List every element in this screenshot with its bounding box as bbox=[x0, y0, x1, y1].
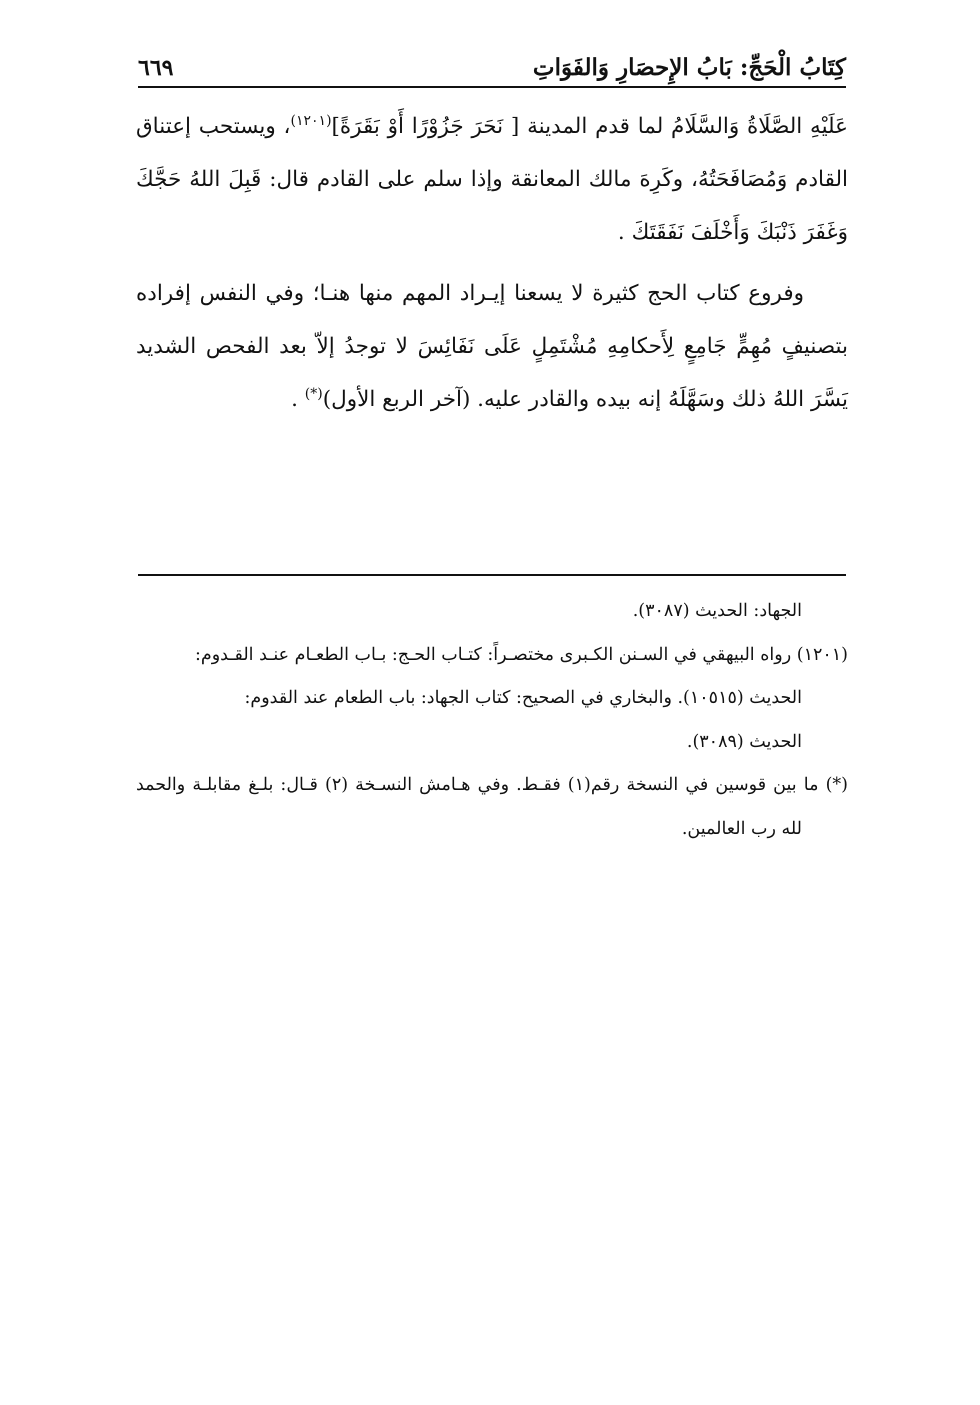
footnote-1201-line-3: الحديث (٣٠٨٩). bbox=[686, 731, 802, 752]
paragraph-1-text-a: عَلَيْهِ الصَّلَاةُ وَالسَّلَامُ لما قدم المدينة [ نَحَرَ جَزُوْرًا أَوْ بَقَرَةً] bbox=[331, 114, 848, 139]
footnote-1201-line-2: الحديث (١٠٥١٥). والبخاري في الصحيح: كتاب الجهاد: باب الطعام عند القدوم: bbox=[244, 688, 802, 708]
footnote-reference-star: (*) bbox=[304, 385, 323, 402]
footnotes bbox=[136, 590, 848, 851]
main-text bbox=[136, 100, 848, 426]
paragraph-2-text-a: وفروع كتاب الحج كثيرة لا يسعنا إيـراد المهم منها هنـا؛ وفي النفس إفراده بتصنيفٍ مُهِمٍّ جَامِعٍ لِأَحكامِهِ مُشْتَمِلٍ عَلَى نَفَائِسَ لا توجدُ إلاّ بعد الفحص الشديد يَسَّرَ اللهُ ذلك وسَهَّلَهُ إنه بيده والقادر عليه. (آخر الربع الأول) bbox=[136, 281, 848, 412]
footnote-divider bbox=[138, 574, 846, 576]
paragraph-2 bbox=[136, 267, 848, 426]
footnote-continuation: الجهاد: الحديث (٣٠٨٧). bbox=[632, 601, 802, 621]
footnote-1201-line-1: (١٢٠١) رواه البيهقي في السـنن الكـبرى مختصـراً: كتـاب الحـج: بـاب الطعـام عنـد القـدوم: bbox=[194, 644, 848, 665]
chapter-title: كِتَابُ الْحَجِّ: بَابُ الإِحصَارِ وَالفَوَاتِ bbox=[532, 54, 846, 81]
paragraph-1-text-b: ، ويستحب إعتناق القادم وَمُصَافَحَتُهُ، وكَرِهَ مالك المعانقة وإذا سلم على القادم قال: قَبِلَ اللهُ حَجَّكَ وَغَفَرَ ذَنْبَكَ وَأَخْلَفَ نَفَقَتَكَ . bbox=[136, 114, 848, 245]
footnote-reference-1201: (١٢٠١) bbox=[290, 112, 332, 129]
page-number: ٦٦٩ bbox=[138, 55, 174, 81]
running-header bbox=[138, 46, 846, 88]
footnote-star: (*) ما بين قوسين في النسخة رقم(١) فقـط. وفي هـامش النسـخة (٢) قـال: بلـغ مقابلـة والحمد لله رب العالمين. bbox=[136, 775, 848, 839]
paragraph-2-text-b: . bbox=[291, 387, 305, 412]
paragraph-1 bbox=[136, 100, 848, 259]
